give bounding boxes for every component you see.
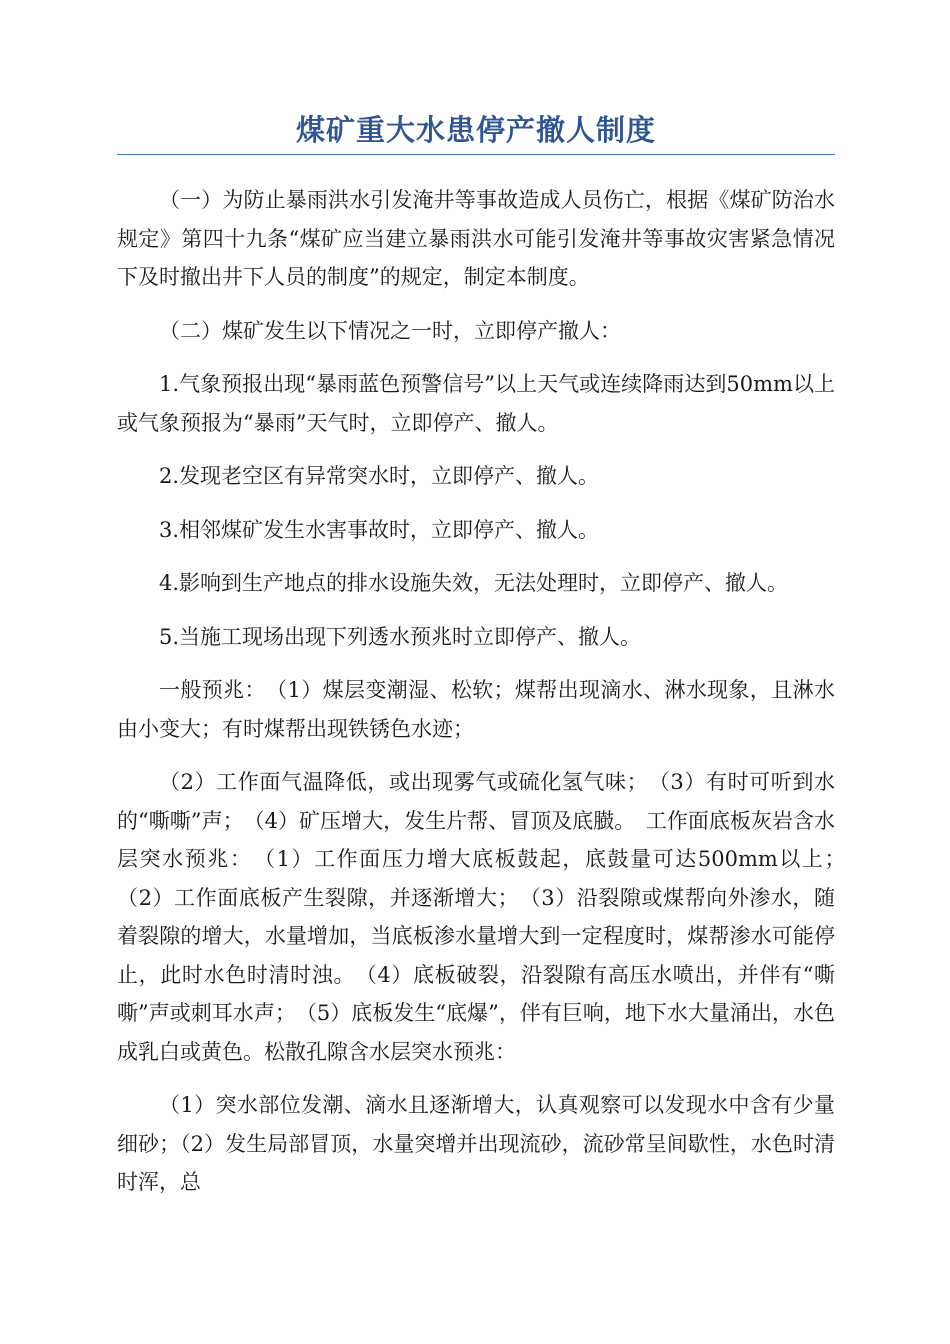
paragraph-condition-4: 4.影响到生产地点的排水设施失效，无法处理时，立即停产、撤人。 bbox=[159, 571, 789, 595]
paragraph-purpose: （一）为防止暴雨洪水引发淹井等事故造成人员伤亡，根据《煤矿防治水规定》第四十九条“煤矿应当建立暴雨洪水可能引发淹井等事故灾害紧急情况下及时撤出井下人员的制度”的规定，制定本制度。 bbox=[117, 188, 835, 289]
paragraph-condition-1: 1.气象预报出现“暴雨蓝色预警信号”以上天气或连续降雨达到50mm以上或气象预报为“暴雨”天气时，立即停产、撤人。 bbox=[117, 372, 835, 435]
paragraph-condition-2: 2.发现老空区有异常突水时，立即停产、撤人。 bbox=[159, 464, 600, 488]
paragraph-conditions-intro: （二）煤矿发生以下情况之一时，立即停产撤人： bbox=[159, 318, 621, 343]
document-body bbox=[117, 181, 856, 1202]
paragraph-condition-5: 5.当施工现场出现下列透水预兆时立即停产、撤人。 bbox=[159, 624, 642, 649]
paragraph-general-signs: 一般预兆： （1）煤层变潮湿、松软；煤帮出现滴水、淋水现象，且淋水由小变大；有时煤帮出现铁锈色水迹； bbox=[117, 678, 835, 741]
paragraph-floor-limestone-signs: （2）工作面气温降低，或出现雾气或硫化氢气味； （3）有时可听到水的“嘶嘶”声； （4）矿压增大，发生片帮、冒顶及底臌。 工作面底板灰岩含水层突水预兆： （1）工作面压力增大底板鼓起，底鼓量可达500mm以上； （2）工作面底板产生裂隙，并逐渐增大； （3）沿裂隙或煤帮向外渗水，随着裂隙的增大，水量增加，当底板渗水量增大到一定程度时，煤帮渗水可能停止，此时水色时清时浊。 （4）底板破裂，沿裂隙有高压水喷出，并伴有“嘶嘶”声或刺耳水声； （5）底板发生“底爆”，伴有巨响，地下水大量涌出，水色成乳白或黄色。松散孔隙含水层突水预兆： bbox=[117, 770, 856, 1064]
document-title: 煤矿重大水患停产撤人制度 bbox=[117, 108, 835, 155]
document-page bbox=[117, 108, 856, 1217]
paragraph-loose-aquifer-signs: （1）突水部位发潮、滴水且逐渐增大，认真观察可以发现水中含有少量细砂；（2）发生局部冒顶，水量突增并出现流砂，流砂常呈间歇性，水色时清时浑，总 bbox=[117, 1093, 835, 1194]
paragraph-condition-3: 3.相邻煤矿发生水害事故时，立即停产、撤人。 bbox=[159, 517, 600, 542]
